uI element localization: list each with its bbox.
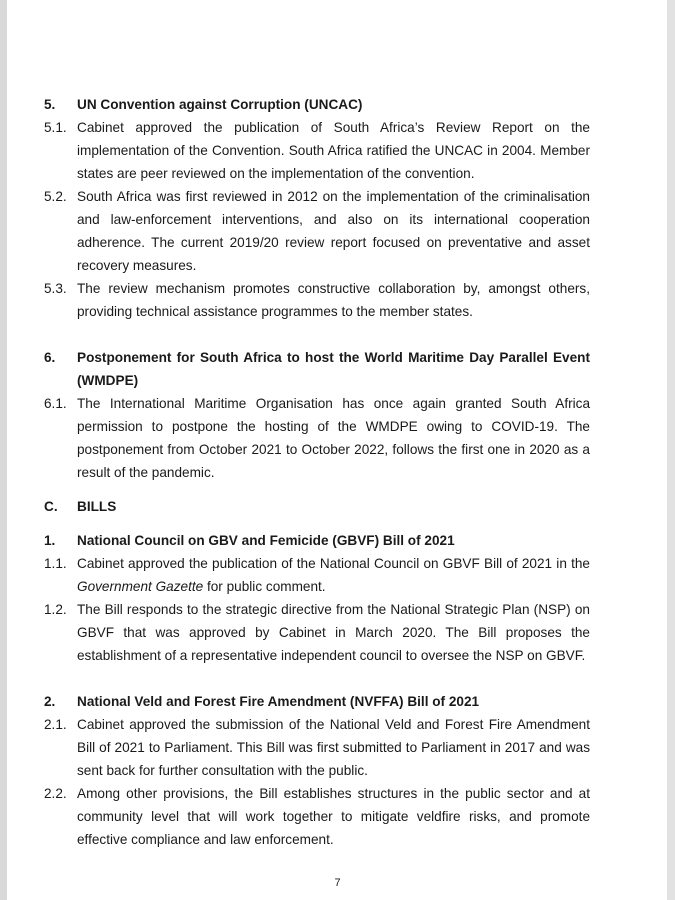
spacer: [44, 484, 590, 495]
bill-title: National Council on GBV and Femicide (GBVF) Bill of 2021: [77, 533, 455, 548]
part-letter: C.: [44, 499, 58, 514]
bill-title: National Veld and Forest Fire Amendment (NVFFA) Bill of 2021: [77, 694, 480, 709]
spacer: [44, 667, 590, 690]
paragraph: [44, 713, 590, 782]
paragraph-text: Cabinet approved the publication of South Africa’s Review Report on the implementation of the Convention. South Africa ratified the UNCAC in 2004. Member states are peer reviewed on the implementation of the convention.: [77, 120, 590, 181]
paragraph: [44, 782, 590, 851]
section-title: Postponement for South Africa to host the World Maritime Day Parallel Event (WMDPE): [77, 350, 590, 388]
paragraph-text: The review mechanism promotes constructive collaboration by, amongst others, providing technical assistance programmes to the member states.: [77, 281, 590, 319]
text-segment: Cabinet approved the publication of the National Council on GBVF Bill of 2021 in the: [77, 556, 590, 571]
bill-number: 1.: [44, 533, 56, 548]
section-number: 5.: [44, 97, 56, 112]
paragraph-text: [77, 552, 590, 598]
paragraph-number: 5.2.: [44, 189, 67, 204]
paragraph-text: Among other provisions, the Bill establishes structures in the public sector and at community level that will work together to mitigate veldfire risks, and promote effective compliance and law enforcement.: [77, 786, 590, 847]
page-edge-right: [667, 0, 675, 900]
paragraph-text: Cabinet approved the submission of the National Veld and Forest Fire Amendment Bill of 2021 to Parliament. This Bill was first submitted to Parliament in 2017 and was sent back for further consultation with the public.: [77, 717, 590, 778]
section-heading: [44, 93, 590, 116]
paragraph: [44, 185, 590, 277]
paragraph: [44, 277, 590, 323]
section-number: 6.: [44, 350, 56, 365]
page-number: 7: [334, 877, 341, 889]
paragraph-text: The Bill responds to the strategic directive from the National Strategic Plan (NSP) on GBVF that was approved by Cabinet in March 2020. The Bill proposes the establishment of a representative independent council to oversee the NSP on GBVF.: [77, 602, 590, 663]
paragraph-number: 5.3.: [44, 281, 67, 296]
paragraph: [44, 598, 590, 667]
italic-reference: Government Gazette: [77, 579, 204, 594]
paragraph: [44, 552, 590, 598]
paragraph: [44, 116, 590, 185]
bill-number: 2.: [44, 694, 56, 709]
paragraph-number: 2.2.: [44, 786, 67, 801]
paragraph-number: 6.1.: [44, 396, 67, 411]
spacer: [44, 323, 590, 346]
document-page: [44, 93, 590, 851]
paragraph-number: 5.1.: [44, 120, 67, 135]
part-title: BILLS: [77, 499, 117, 514]
page-edge-left: [0, 0, 7, 900]
paragraph-text: South Africa was first reviewed in 2012 on the implementation of the criminalisation and law-enforcement interventions, and also on its international cooperation adherence. The current 2019/20 review report focused on preventative and asset recovery measures.: [77, 189, 590, 273]
bill-heading: [44, 529, 590, 552]
part-heading: [44, 495, 590, 518]
paragraph-number: 1.2.: [44, 602, 67, 617]
text-segment: for public comment.: [203, 579, 326, 594]
paragraph-text: The International Maritime Organisation has once again granted South Africa permission to postpone the hosting of the WMDPE owing to COVID-19. The postponement from October 2021 to October 2022, follows the first one in 2020 as a result of the pandemic.: [77, 396, 590, 480]
paragraph-number: 1.1.: [44, 556, 67, 571]
spacer: [44, 518, 590, 529]
paragraph: [44, 392, 590, 484]
paragraph-number: 2.1.: [44, 717, 67, 732]
section-heading: [44, 346, 590, 392]
section-title: UN Convention against Corruption (UNCAC): [77, 97, 363, 112]
bill-heading: [44, 690, 590, 713]
